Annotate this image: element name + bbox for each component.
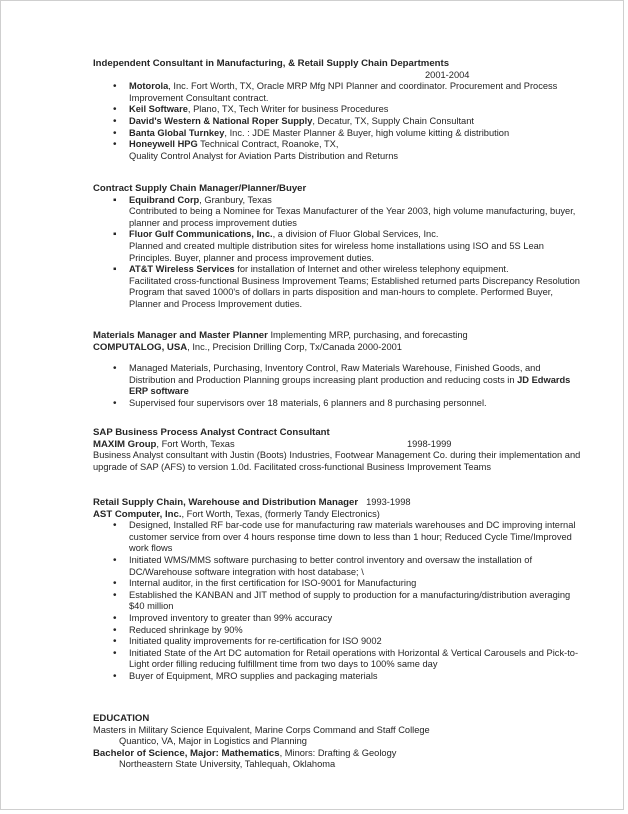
list-item: • Internal auditor, in the first certification for ISO-9001 for Manufacturing [93, 578, 583, 590]
list-item: • Reduced shrinkage by 90% [93, 625, 583, 637]
list-item [93, 398, 583, 410]
degree-detail: Quantico, VA, Major in Logistics and Planning [119, 736, 307, 747]
section-retail-supply-chain [93, 497, 583, 683]
list-item: • Buyer of Equipment, MRO supplies and packaging materials [93, 671, 583, 683]
section-years: 1993-1998 [366, 497, 411, 507]
company-name: MAXIM Group [93, 438, 157, 450]
list-item [93, 363, 583, 398]
item-text: , Inc. Fort Worth, TX, Oracle MRP Mfg NPI Planner and coordinator. Procurement and Process Improvement Consultant contract. [129, 81, 558, 103]
degree-title: Bachelor of Science, Major: Mathematics [93, 747, 280, 759]
item-text: , Plano, TX, Tech Writer for business Procedures [187, 104, 389, 115]
section-title: SAP Business Process Analyst Contract Consultant [93, 427, 330, 438]
item-detail: Planned and created multiple distribution sites for wireless home installations using ISO and 5S Lean Principles. Buyer, planner and process improvement duties. [129, 240, 544, 263]
section-subtitle: Implementing MRP, purchasing, and forecasting [267, 330, 468, 340]
item-detail: Facilitated cross-functional Business Improvement Teams; Established returned parts Discrepancy Resolution Program that saved 1000's of dollars in parts disposition and man-hours to complete. Performed Buyer, Planner and Process Improvement duties. [129, 275, 580, 309]
list-item [93, 139, 583, 151]
company-line [93, 509, 583, 521]
company-detail: , Fort Worth, Texas [156, 438, 235, 449]
section-independent-consultant [93, 58, 583, 162]
item-text: Managed Materials, Purchasing, Inventory Control, Raw Materials Warehouse, Finished Goods, and Distribution and Production Planning groups increasing plant production and reducing costs in [129, 363, 541, 385]
item-text: for installation of Internet and other wireless telephony equipment. [234, 264, 509, 275]
item-text: , Granbury, Texas [199, 194, 272, 205]
list-item: • Initiated quality improvements for re-certification for ISO 9002 [93, 636, 583, 648]
section-title: Independent Consultant in Manufacturing, & Retail Supply Chain Departments [93, 58, 450, 69]
item-text: , Inc. : JDE Master Planner & Buyer, high volume kitting & distribution [224, 127, 510, 138]
list-item: • Initiated WMS/MMS software purchasing to better control inventory and oversaw the installation of DC/Warehouse software integration with host database; \ [93, 555, 583, 578]
item-text: , a division of Fluor Global Services, Inc. [272, 229, 439, 240]
list-item: • Established the KANBAN and JIT method of supply to production for a manufacturing/distribution averaging $40 million [93, 590, 583, 613]
company-name: Banta Global Turnkey [129, 127, 225, 138]
duty-list [93, 363, 583, 409]
section-title: Retail Supply Chain, Warehouse and Distribution Manager [93, 497, 359, 508]
list-item [93, 264, 583, 310]
section-title: Contract Supply Chain Manager/Planner/Buyer [93, 183, 307, 194]
section-title: EDUCATION [93, 713, 150, 724]
section-education [93, 713, 583, 771]
company-name: David's Western & National Roper Supply [129, 115, 313, 126]
section-years: 1998-1999 [407, 438, 452, 449]
list-item [93, 104, 583, 116]
company-name: Honeywell HPG [129, 139, 198, 150]
company-name: COMPUTALOG, USA [93, 341, 188, 353]
company-name: Motorola [129, 81, 169, 92]
job-list [93, 81, 583, 151]
degree-line [93, 748, 583, 760]
company-name: Keil Software [129, 104, 188, 115]
company-detail: , Fort Worth, Texas, (formerly Tandy Electronics) [181, 508, 380, 519]
degree-minors: , Minors: Drafting & Geology [279, 747, 397, 758]
list-item [93, 81, 583, 104]
section-title: Materials Manager and Master Planner [93, 330, 268, 341]
company-line [93, 439, 583, 451]
section-title-line [93, 330, 583, 342]
section-sap-analyst [93, 427, 583, 473]
list-item [93, 195, 583, 230]
company-line [93, 342, 583, 354]
list-item [93, 116, 583, 128]
item-text: Technical Contract, Roanoke, TX, [197, 139, 339, 150]
duty-list [93, 520, 583, 682]
company-name: Fluor Gulf Communications, Inc. [129, 229, 273, 240]
section-years: 2001-2004 [425, 69, 470, 80]
list-item [93, 128, 583, 140]
list-item: • Designed, Installed RF bar-code use for manufacturing raw materials warehouses and DC improving internal customer service from over 4 hours response time down to less than 1 hour; Reduced Cycle Time/Improved work flows [93, 520, 583, 555]
list-item [93, 229, 583, 264]
item-text: Supervised four supervisors over 18 materials, 6 planners and 8 purchasing personnel. [129, 397, 487, 408]
degree-detail: Northeastern State University, Tahlequah, Oklahoma [119, 759, 336, 770]
item-text: , Decatur, TX, Supply Chain Consultant [312, 115, 474, 126]
section-contract-supply-chain [93, 183, 583, 311]
company-name: Equibrand Corp [129, 194, 200, 205]
list-item: • Initiated State of the Art DC automation for Retail operations with Horizontal & Vertical Carousels and Pick-to-Light order filling reducing fulfillment time from two days to 100% same day [93, 648, 583, 671]
company-name: AST Computer, Inc. [93, 508, 182, 520]
section-body: Business Analyst consultant with Justin (Boots) Industries, Footwear Management Co. during their implementation and upgrade of SAP (AFS) to version 1.0d. Facilitated cross-functional Business Improvement Teams [93, 450, 581, 472]
company-name: AT&T Wireless Services [129, 264, 235, 275]
section-materials-manager [93, 330, 583, 410]
section-title-line [93, 497, 583, 509]
item-continuation: Quality Control Analyst for Aviation Parts Distribution and Returns [129, 150, 399, 161]
job-list [93, 195, 583, 311]
degree-line: Masters in Military Science Equivalent, Marine Corps Command and Staff College [93, 724, 430, 735]
item-detail: Contributed to being a Nominee for Texas Manufacturer of the Year 2003, high volume manufacturing, buyer, planner and process improvement duties [129, 206, 576, 228]
company-detail: , Inc., Precision Drilling Corp, Tx/Canada 2000-2001 [187, 341, 402, 352]
item-bold-text: JD Edwards ERP software [129, 374, 571, 397]
list-item: • Improved inventory to greater than 99% accuracy [93, 613, 583, 625]
